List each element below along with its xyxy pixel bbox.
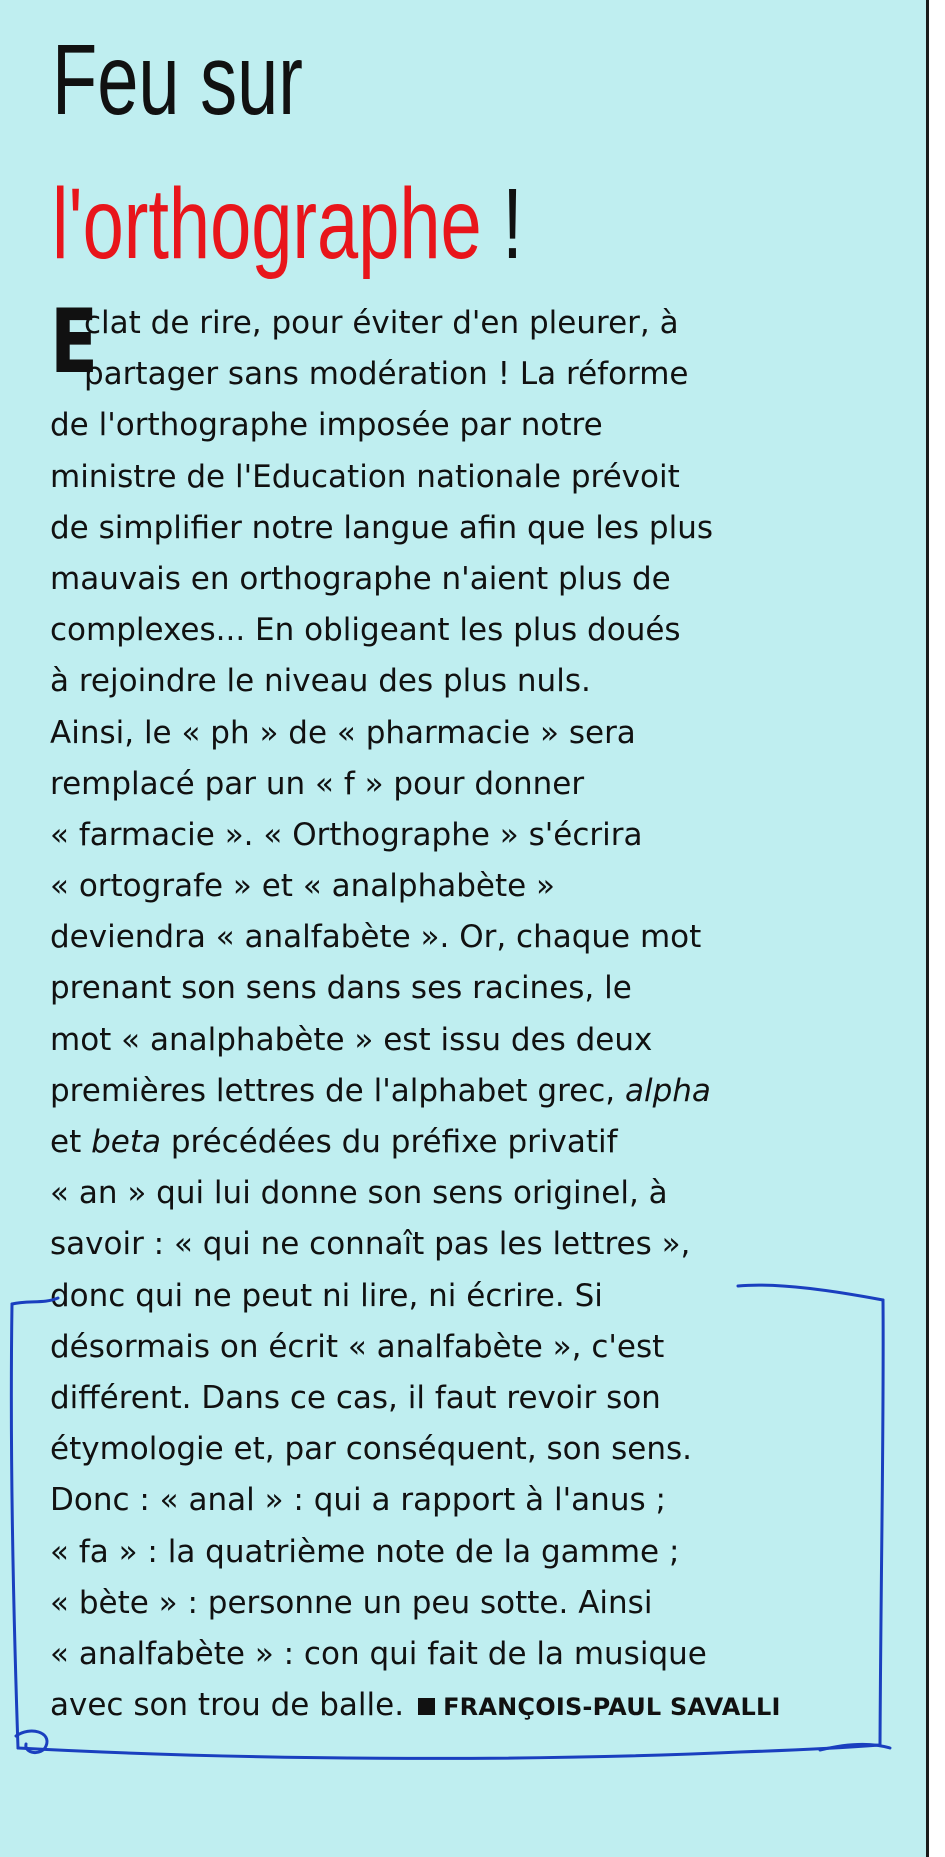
article-line: mauvais en orthographe n'aient plus de: [50, 560, 671, 597]
headline-line-1: Feu sur: [52, 24, 303, 136]
article-line: Donc : « anal » : qui a rapport à l'anus ;: [50, 1482, 666, 1519]
article-line: de l'orthographe imposée par notre: [50, 407, 603, 444]
headline-red-word: l'orthographe: [52, 168, 482, 280]
pen-stroke-right: [880, 1300, 883, 1745]
article-line: à rejoindre le niveau des plus nuls.: [50, 663, 591, 700]
article-line: clat de rire, pour éviter d'en pleurer, à: [84, 305, 679, 341]
italic-word-beta: beta: [91, 1124, 161, 1160]
article-line-text: et: [50, 1124, 92, 1160]
article-line: ministre de l'Education nationale prévoit: [50, 458, 680, 495]
article-line-text: premières lettres de l'alphabet grec,: [50, 1072, 616, 1109]
article-line: Ainsi, le « ph » de « pharmacie » sera: [50, 714, 636, 751]
article-line: étymologie et, par conséquent, son sens.: [50, 1431, 693, 1468]
article-line: complexes... En obligeant les plus doués: [50, 612, 681, 649]
article-line-text: précédées du préfixe privatif: [161, 1124, 618, 1160]
article-line: prenant son sens dans ses racines, le: [50, 970, 632, 1007]
article-line: savoir : « qui ne connaît pas les lettres »,: [50, 1226, 691, 1263]
article-line: différent. Dans ce cas, il faut revoir son: [50, 1379, 661, 1416]
article-line: remplacé par un « f » pour donner: [50, 765, 585, 802]
article-line: deviendra « analfabète ». Or, chaque mot: [50, 919, 702, 956]
article-line: « an » qui lui donne son sens originel, à: [50, 1175, 668, 1212]
article-line: « ortografe » et « analphabète »: [50, 868, 556, 905]
article-line: de simplifier notre langue afin que les plus: [50, 509, 713, 546]
pen-stroke-top: [738, 1285, 883, 1300]
article-line: mot « analphabète » est issu des deux: [50, 1021, 653, 1058]
page-edge: [926, 0, 945, 1857]
article-line: « fa » : la quatrième note de la gamme ;: [50, 1533, 680, 1570]
pen-stroke-left-corner: [12, 1298, 58, 1304]
article-line: « bète » : personne un peu sotte. Ainsi: [50, 1584, 653, 1621]
article-line: « farmacie ». « Orthographe » s'écrira: [50, 816, 643, 853]
italic-word-alpha: alpha: [624, 1072, 711, 1109]
article-line: désormais on écrit « analfabète », c'est: [50, 1328, 665, 1365]
article-line: donc qui ne peut ni lire, ni écrire. Si: [50, 1277, 603, 1314]
drop-cap: E: [50, 290, 99, 393]
article-line: « analfabète » : con qui fait de la musique: [50, 1635, 707, 1672]
pen-stroke-bottom: [18, 1745, 880, 1758]
article-line: partager sans modération ! La réforme: [84, 356, 689, 393]
headline-exclamation: !: [481, 168, 523, 280]
article-line-text: avec son trou de balle.: [50, 1687, 405, 1724]
pen-stroke-left: [11, 1304, 18, 1748]
author-signature: FRANÇOIS-PAUL SAVALLI: [443, 1693, 781, 1722]
